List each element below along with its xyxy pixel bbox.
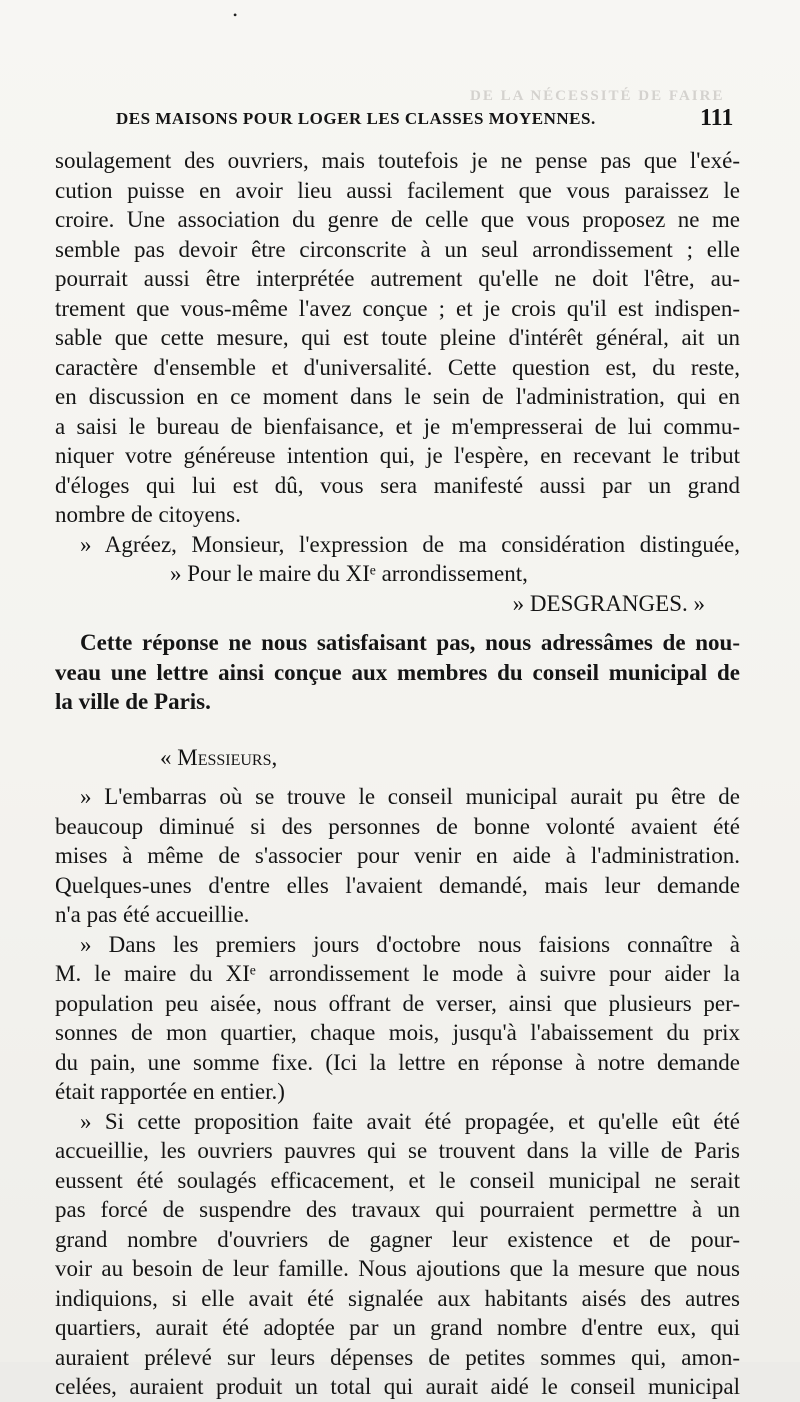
text-line: trement que vous-même l'avez conçue ; et je crois qu'il est indispen- <box>55 295 740 321</box>
text-line: accueillie, les ouvriers pauvres qui se trouvent dans la ville de Paris <box>55 1138 740 1163</box>
text-line: grand nombre d'ouvriers de gagner leur existence et de pour- <box>55 1226 740 1252</box>
text-line: M. le maire du XIᵉ arrondissement le mode à suivre pour aider la <box>55 961 740 986</box>
text-line: semble pas devoir être circonscrite à un seul arrondissement ; elle <box>55 236 740 262</box>
text-line: était rapportée en entier.) <box>55 1079 285 1104</box>
page-body <box>55 146 740 1402</box>
paragraph-2 <box>55 930 740 1107</box>
text-line: soulagement des ouvriers, mais toutefois je ne pense pas que l'exé- <box>55 148 740 173</box>
running-header <box>0 105 800 131</box>
spacer <box>55 618 740 628</box>
text-line: caractère d'ensemble et d'universalité. Cette question est, du reste, <box>55 354 740 380</box>
bleed-through-header: DE LA NÉCESSITÉ DE FAIRE <box>470 88 725 104</box>
paragraph-3 <box>55 1107 740 1402</box>
text-line: en discussion en ce moment dans le sein de l'administration, qui en <box>55 384 740 409</box>
closing-formula: » Agréez, Monsieur, l'expression de ma considération distinguée, <box>80 531 740 557</box>
text-line: celées, auraient produit un total qui aurait aidé le conseil municipal <box>55 1374 740 1399</box>
text-line: sonnes de mon quartier, chaque mois, jusqu'à l'abaissement du prix <box>55 1020 740 1045</box>
for-mayor-line: » Pour le maire du XIᵉ arrondissement, <box>170 561 528 586</box>
text-line: mises à même de s'associer pour venir en aide à l'administration. <box>55 843 740 868</box>
text-line: pas forcé de suspendre des travaux qui pourraient permettre à un <box>55 1197 740 1222</box>
salutation: « Messieurs, <box>160 744 278 770</box>
text-line: Quelques-unes d'entre elles l'avaient demandé, mais leur demande <box>55 872 740 898</box>
text-line: population peu aisée, nous offrant de verser, ainsi que plusieurs per- <box>55 990 740 1016</box>
spacer <box>55 772 740 782</box>
text-line: n'a pas été accueillie. <box>55 902 250 927</box>
page-number: 111 <box>700 105 734 131</box>
reply-intro <box>55 628 740 717</box>
text-line: croire. Une association du genre de celle que vous proposez ne me <box>55 207 740 232</box>
text-line: sable que cette mesure, qui est toute pleine d'intérêt général, ait un <box>55 325 740 350</box>
text-line: auraient prélevé sur leurs dépenses de petites sommes qui, amon- <box>55 1344 740 1370</box>
text-line: cution puisse en avoir lieu aussi facilement que vous paraissez le <box>55 177 740 203</box>
text-line: beaucoup diminué si des personnes de bonne volonté avaient été <box>55 813 740 839</box>
signature: » DESGRANGES. » <box>512 590 705 616</box>
text-line: pourrait aussi être interprétée autrement qu'elle ne doit l'être, au- <box>55 266 740 291</box>
running-title: DES MAISONS POUR LOGER LES CLASSES MOYENNES. <box>116 109 596 128</box>
text-line: du pain, une somme fixe. (Ici la lettre en réponse à notre demande <box>55 1049 740 1075</box>
text-line: a saisi le bureau de bienfaisance, et je m'empresserai de lui commu- <box>55 413 740 439</box>
paragraph-1 <box>55 782 740 930</box>
text-line: veau une lettre ainsi conçue aux membres du conseil municipal de <box>55 659 740 685</box>
text-line: quartiers, aurait été adoptée par un grand nombre d'entre eux, qui <box>55 1315 740 1340</box>
text-line: » Dans les premiers jours d'octobre nous faisions connaître à <box>80 931 740 957</box>
spacer <box>55 717 740 743</box>
text-line: voir au besoin de leur famille. Nous ajoutions que la mesure que nous <box>55 1256 740 1281</box>
text-line: indiquions, si elle avait été signalée aux habitants aisés des autres <box>55 1285 740 1311</box>
text-line: nombre de citoyens. <box>55 502 241 527</box>
text-line: eussent été soulagés efficacement, et le conseil municipal ne serait <box>55 1167 740 1193</box>
text-line: niquer votre généreuse intention qui, je l'espère, en recevant le tribut <box>55 443 740 468</box>
text-line: Cette réponse ne nous satisfaisant pas, nous adressâmes de nou- <box>80 630 740 655</box>
text-line: » L'embarras où se trouve le conseil municipal aurait pu être de <box>80 784 740 809</box>
ink-speck: • <box>233 8 238 22</box>
text-line: d'éloges qui lui est dû, vous sera manifesté aussi par un grand <box>55 472 740 498</box>
text-line: la ville de Paris. <box>55 689 211 714</box>
letter-body <box>55 146 740 530</box>
text-line: » Si cette proposition faite avait été propagée, et qu'elle eût été <box>80 1108 740 1134</box>
